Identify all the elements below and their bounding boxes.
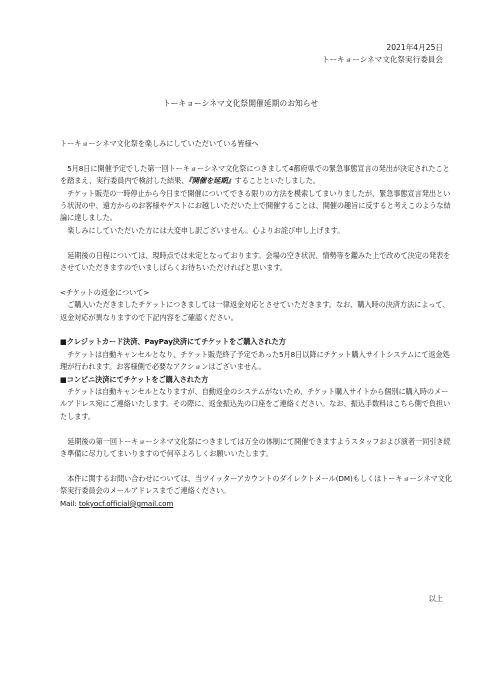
paragraph-postponement-text-2: することといたしました。 [234, 176, 320, 186]
credit-payment-body: チケットは自動キャンセルとなり、チケット販売終了予定であった5月8日以降にチケット購入サイトシステムにて返金処理が行われます。お客様側で必要なアクションはございません。 [60, 349, 450, 372]
closing-mark: 以上 [428, 594, 443, 603]
mail-line [60, 498, 452, 510]
mail-label: Mail: [60, 498, 79, 508]
document-title: トーキョーシネマ文化祭開催延期のお知らせ [162, 99, 319, 108]
paragraph-apology: 楽しみにしていただいた方には大変申し訳ございません。心よりお詫び申し上げます。 [67, 225, 345, 235]
convenience-payment-heading: ■コンビニ決済にてチケットをご購入された方 [60, 374, 209, 384]
issuing-organization: トーキョーシネマ文化祭実行委員会 [321, 54, 443, 64]
mail-address-link[interactable]: tokyocf.official@gmail.com [78, 498, 174, 508]
salutation: トーキョーシネマ文化祭を楽しみにしていただいている皆様へ [60, 139, 259, 148]
postponement-emphasis: 『開催を延期』 [188, 176, 235, 186]
document-date: 2021年4月25日 [386, 43, 443, 52]
paragraph-postponement-text-1: 5月8日に開催予定でした第一回トーキョーシネマ文化祭につきまして4都府県での緊急事態宣言の発出が決定されたことを踏まえ、実行委員内で検討した結果、 [60, 163, 450, 186]
paragraph-reason: チケット販売の一時停止から今日まで開催についてできる限りの方法を模索してまいりましたが、緊急事態宣言発出という状況の中、遠方からのお客様やゲストにお越しいただいた上で開催することは、開催の趣旨に反すると考えこのような結論に達しました。 [60, 188, 451, 223]
document-header [322, 42, 443, 65]
credit-payment-heading: ■クレジットカード決済、PayPay決済にてチケットをご購入された方 [60, 337, 286, 347]
document-body [60, 138, 452, 510]
refund-heading: <チケットの返金について> [60, 287, 150, 297]
refund-intro: ご購入いただきましたチケットにつきましては一律返金対応とさせていただきます。なお、購入時の決済方法によって、返金対応が異なりますので下記内容をご確認ください。 [60, 300, 450, 322]
paragraph-new-schedule: 延期後の日程については、現時点では未定となっております。会場の空き状況、情勢等を鑑みた上で改めて決定の発表をさせていただきますのでいましばらくお待ちいただければと思います。 [60, 250, 451, 273]
paragraph-postponement [60, 163, 452, 188]
paragraph-contact: 本件に関するお問い合わせについては、当ツイッターアカウントのダイレクトメール(DM)もしくはトーキョーシネマ文化祭実行委員会のメールアドレスまでご連絡ください。 [60, 473, 452, 496]
paragraph-closing-remarks: 延期後の第一回トーキョーシネマ文化祭につきましては万全の体制にて開催できますようスタッフおよび演者一同引き続き準備に尽力してまいりますので何卒よろしくお願いいたします。 [60, 436, 451, 459]
convenience-payment-body: チケットは自動キャンセルとなりますが、自動返金のシステムがないため、チケット購入サイトから個別に購入時のメールアドレス宛にご連絡いたします。その際に、返金振込先の口座をご連絡ください。なお、振込手数料はこちら側で負担いたします。 [60, 387, 451, 421]
